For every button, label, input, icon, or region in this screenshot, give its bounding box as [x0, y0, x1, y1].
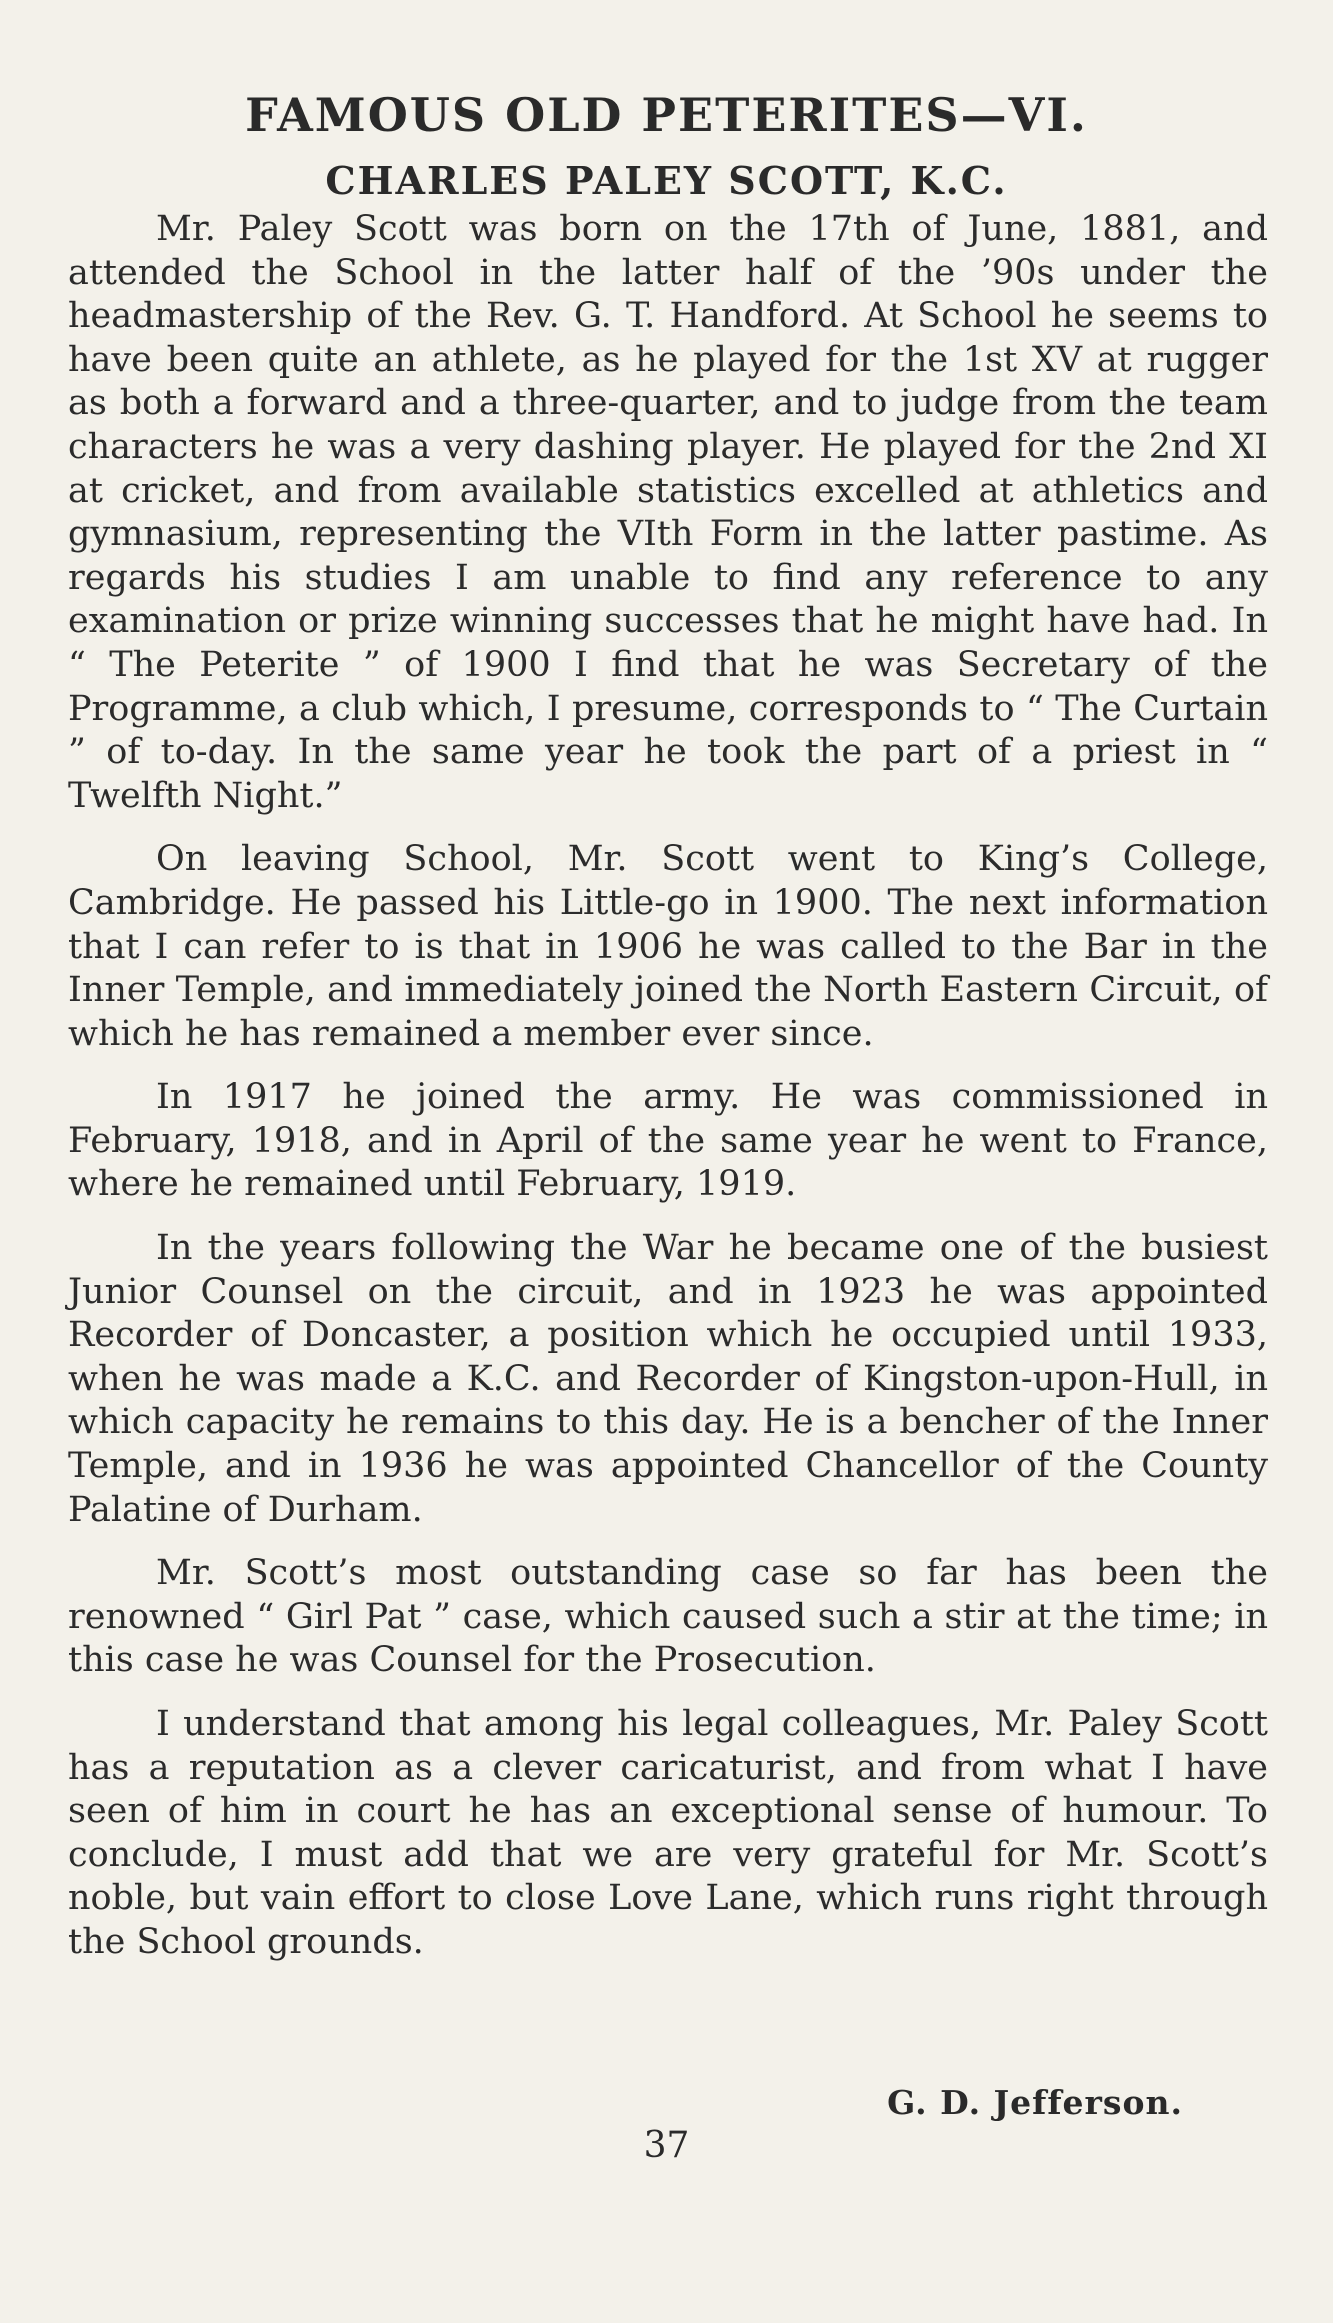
article-body — [68, 208, 1268, 1985]
paragraph-army-service: In 1917 he joined the army. He was commissioned in February, 1918, and in April of the same year he went to France, where he remained until February, 1919. — [68, 1077, 1268, 1205]
page-number: 37 — [643, 2125, 690, 2166]
paragraph-legal-career: In the years following the War he became one of the busiest Junior Counsel on the circuit, and in 1923 he was appointed Recorder of Doncaster, a position which he occupied until 1933, when he was made a K.C. and Recorder of Kingston-upon-Hull, in which capacity he remains to this day. He is a bencher of the Inner Temple, and in 1936 he was appointed Chancellor of the County Palatine of Durham. — [68, 1228, 1268, 1530]
article-series-title: FAMOUS OLD PETERITES—VI. — [245, 88, 1088, 142]
paragraph-early-life: Mr. Paley Scott was born on the 17th of June, 1881, and attended the School in the latter half of the ’90s under the headmastership of the Rev. G. T. Handford. At School he seems to have been quite an athlete, as he played for the 1st XV at rugger as both a forward and a three-quarter, and to judge from the team characters he was a very dashing player. He played for the 2nd XI at cricket, and from available statistics excelled at athletics and gymnasium, representing the VIth Form in the latter pastime. As regards his studies I am unable to find any reference to any examination or prize winning successes that he might have had. In “ The Peterite ” of 1900 I find that he was Secretary of the Programme, a club which, I presume, corresponds to “ The Curtain ” of to-day. In the same year he took the part of a priest in “ Twelfth Night.” — [68, 209, 1268, 816]
author-signature: G. D. Jefferson. — [887, 2083, 1183, 2122]
article-subject-name: CHARLES PALEY SCOTT, K.C. — [325, 158, 1008, 203]
paragraph-university-and-bar: On leaving School, Mr. Scott went to King’s College, Cambridge. He passed his Little-go in 1900. The next information that I can refer to is that in 1906 he was called to the Bar in the Inner Temple, and immediately joined the North Eastern Circuit, of which he has remained a member ever since. — [68, 839, 1268, 1054]
paragraph-notable-case: Mr. Scott’s most outstanding case so far has been the renowned “ Girl Pat ” case, which caused such a stir at the time; in this case he was Counsel for the Prosecution. — [68, 1553, 1268, 1681]
paragraph-conclusion: I understand that among his legal colleagues, Mr. Paley Scott has a reputation as a clever caricaturist, and from what I have seen of him in court he has an exceptional sense of humour. To conclude, I must add that we are very grateful for Mr. Scott’s noble, but vain effort to close Love Lane, which runs right through the School grounds. — [68, 1704, 1268, 1962]
